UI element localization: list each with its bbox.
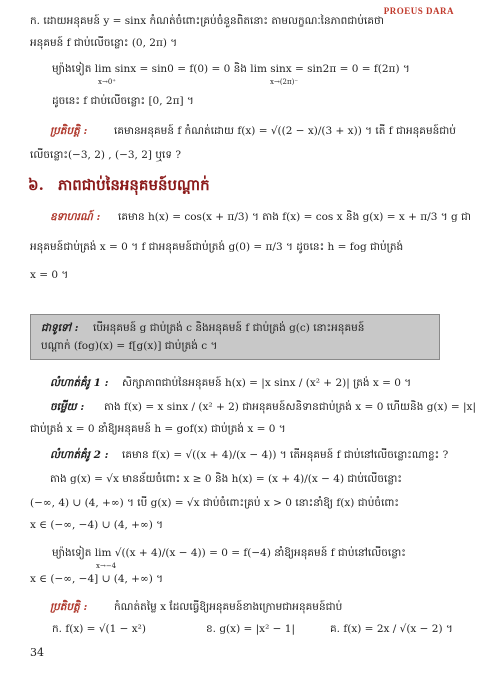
exercise-item: គ. f(x) = 2x / √(x − 2) ។ (330, 623, 453, 635)
text-line: អនុគមន៍ f ជាប់លើចន្លោះ (0, 2π) ។ (30, 37, 178, 49)
text-line: តាង g(x) = √x មានន័យចំពោះ x ≥ 0 និង h(x) = (x + 4)/(x − 4) ជាប់លើចន្លោះ (50, 473, 402, 485)
text-line: x = 0 ។ (30, 269, 69, 281)
text-line: ដូចនេះ f ជាប់លើចន្លោះ [0, 2π] ។ (52, 95, 194, 107)
text-line: តាង f(x) = x sinx / (x² + 2) ជាអនុគមន៍សនិទានជាប់ត្រង់ x = 0 ហើយនិង g(x) = |x| (104, 401, 477, 413)
exercise-label: ប្រតិបត្តិ : (50, 601, 88, 613)
text-line: កំណត់តម្លៃ x ដែលធ្វើឱ្យអនុគមន៍ខាងក្រោមជាអនុគមន៍ជាប់ (114, 601, 343, 613)
page-number: 34 (30, 646, 44, 659)
text-line: x ∈ (−∞, −4) ∪ (4, +∞) ។ (30, 519, 164, 531)
limit-subscript: x→(2π)⁻ (270, 78, 299, 86)
definition-text: បើអនុគមន៍ g ជាប់ត្រង់ c និងអនុគមន៍ f ជាប់ត្រង់ g(c) នោះអនុគមន៍ (93, 322, 365, 334)
definition-label: ជាទូទៅ : (41, 322, 79, 334)
text-line: ជាប់ត្រង់ x = 0 នាំឱ្យអនុគមន៍ h = gof(x) ជាប់ត្រង់ x = 0 ។ (30, 423, 286, 435)
definition-box (30, 314, 440, 360)
text-line: ម្យ៉ាងទៀត lim √((x + 4)/(x − 4)) = 0 = f(−4) នាំឱ្យអនុគមន៍ f ជាប់នៅលើចន្លោះ (52, 547, 406, 559)
section-number: ៦. (28, 176, 44, 194)
exercise-item: ខ. g(x) = |x² − 1| (206, 623, 296, 635)
solution-label: ចម្លើយ : (50, 401, 85, 413)
text-line: អនុគមន៍ជាប់ត្រង់ x = 0 ។ f ជាអនុគមន៍ជាប់ត្រង់ g(0) = π/3 ។ ដូចនេះ h = fog ជាប់ត្រង់ (30, 241, 404, 253)
example-label: លំហាត់គំរូ 1 : (50, 377, 109, 389)
example-label: លំហាត់គំរូ 2 : (50, 449, 109, 461)
limit-subscript: x→−4 (96, 562, 117, 570)
text-line: សិក្សាភាពជាប់នៃអនុគមន៍ h(x) = |x sinx / (x² + 2)| ត្រង់ x = 0 ។ (122, 377, 412, 389)
text-line: x ∈ (−∞, −4] ∪ (4, +∞) ។ (30, 573, 164, 585)
exercise-item: ក. f(x) = √(1 − x²) (52, 623, 146, 635)
section-title: ភាពជាប់នៃអនុគមន៍បណ្តាក់ (58, 176, 210, 194)
exercise-label: ប្រតិបត្តិ : (50, 125, 88, 137)
header-brand: PROEUS DARA (383, 6, 454, 16)
definition-text: បណ្តាក់ (fog)(x) = f[g(x)] ជាប់ត្រង់ c ។ (41, 340, 218, 352)
text-line: គេមាន h(x) = cos(x + π/3) ។ តាង f(x) = cos x និង g(x) = x + π/3 ។ g ជា (118, 211, 472, 223)
text-line: ម្យ៉ាងទៀត lim sinx = sin0 = f(0) = 0 និង lim sinx = sin2π = 0 = f(2π) ។ (52, 63, 410, 75)
text-line: (−∞, 4) ∪ (4, +∞) ។ បើ g(x) = √x ជាប់ចំពោះគ្រប់ x > 0 នោះនាំឱ្យ f(x) ជាប់ចំពោះ (30, 497, 400, 509)
text-line: ក. ដោយអនុគមន៍ y = sinx កំណត់ចំពោះគ្រប់ចំនួនពិតនោះ តាមលក្ខណៈនៃភាពជាប់គេថា (30, 15, 384, 27)
example-label: ឧទាហរណ៍ : (50, 211, 101, 223)
text-line: គេមានអនុគមន៍ f កំណត់ដោយ f(x) = √((2 − x)/(3 + x)) ។ តើ f ជាអនុគមន៍ជាប់ (114, 125, 456, 137)
limit-subscript: x→0⁺ (98, 78, 116, 86)
text-line: លើចន្លោះ(−3, 2) , (−3, 2] ឬទេ ? (30, 149, 181, 161)
text-line: គេមាន f(x) = √((x + 4)/(x − 4)) ។ តើអនុគមន៍ f ជាប់នៅលើចន្លោះណាខ្លះ ? (122, 449, 449, 461)
